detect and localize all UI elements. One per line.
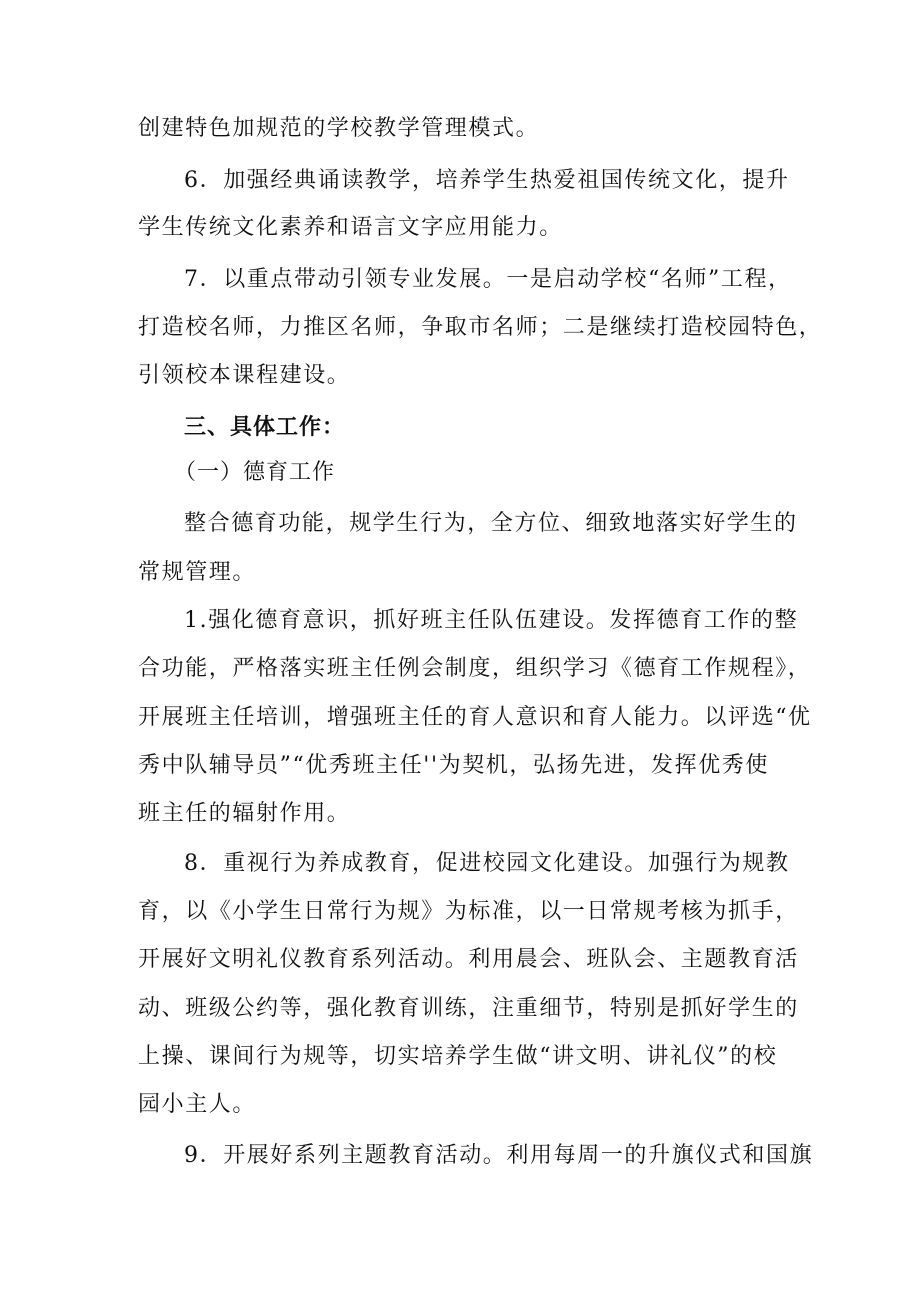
paragraph-line: 打造校名师，力推区名师，争取市名师；二是继续打造校园特色，	[138, 315, 823, 340]
paragraph-line: 开展班主任培训，增强班主任的育人意识和育人能力。以评选“优	[138, 705, 812, 730]
paragraph-line: 秀中队辅导员”“优秀班主任''为契机，弘扬先进，发挥优秀使	[138, 753, 769, 778]
paragraph-line: 开展好文明礼仪教育系列活动。利用晨会、班队会、主题教育活	[138, 947, 799, 972]
section-heading: 三、具体工作：	[184, 415, 346, 440]
paragraph-line: 育，以《小学生日常行为规》为标准，以一日常规考核为抓手，	[138, 899, 799, 924]
paragraph-line: 8．重视行为养成教育，促进校园文化建设。加强行为规教	[184, 851, 790, 876]
paragraph-line: 上操、课间行为规等，切实培养学生做“讲文明、讲礼仪”的校	[138, 1044, 778, 1069]
paragraph-line: 整合德育功能，规学生行为，全方位、细致地落实好学生的	[184, 511, 798, 536]
paragraph-line: 创建特色加规范的学校教学管理模式。	[138, 116, 540, 141]
paragraph-line: 园小主人。	[138, 1092, 257, 1117]
paragraph-line: 常规管理。	[138, 560, 257, 585]
paragraph-line: 合功能，严格落实班主任例会制度，组织学习《德育工作规程》，	[138, 656, 812, 681]
paragraph-line: 1.强化德育意识，抓好班主任队伍建设。发挥德育工作的整	[184, 608, 799, 633]
paragraph-line: 班主任的辐射作用。	[138, 801, 351, 826]
paragraph-line: 引领校本课程建设。	[138, 363, 351, 388]
paragraph-line: 学生传统文化素养和语言文字应用能力。	[138, 215, 563, 240]
paragraph-line: 9．开展好系列主题教育活动。利用每周一的升旗仪式和国旗	[184, 1143, 814, 1168]
paragraph-line: 动、班级公约等，强化教育训练，注重细节，特别是抓好学生的	[138, 996, 799, 1021]
paragraph-line: 7．以重点带动引领专业发展。一是启动学校“名师”工程，	[184, 267, 792, 292]
paragraph-line: 6．加强经典诵读教学，培养学生热爱祖国传统文化，提升	[184, 168, 790, 193]
subsection-heading: （一）德育工作	[174, 460, 336, 485]
